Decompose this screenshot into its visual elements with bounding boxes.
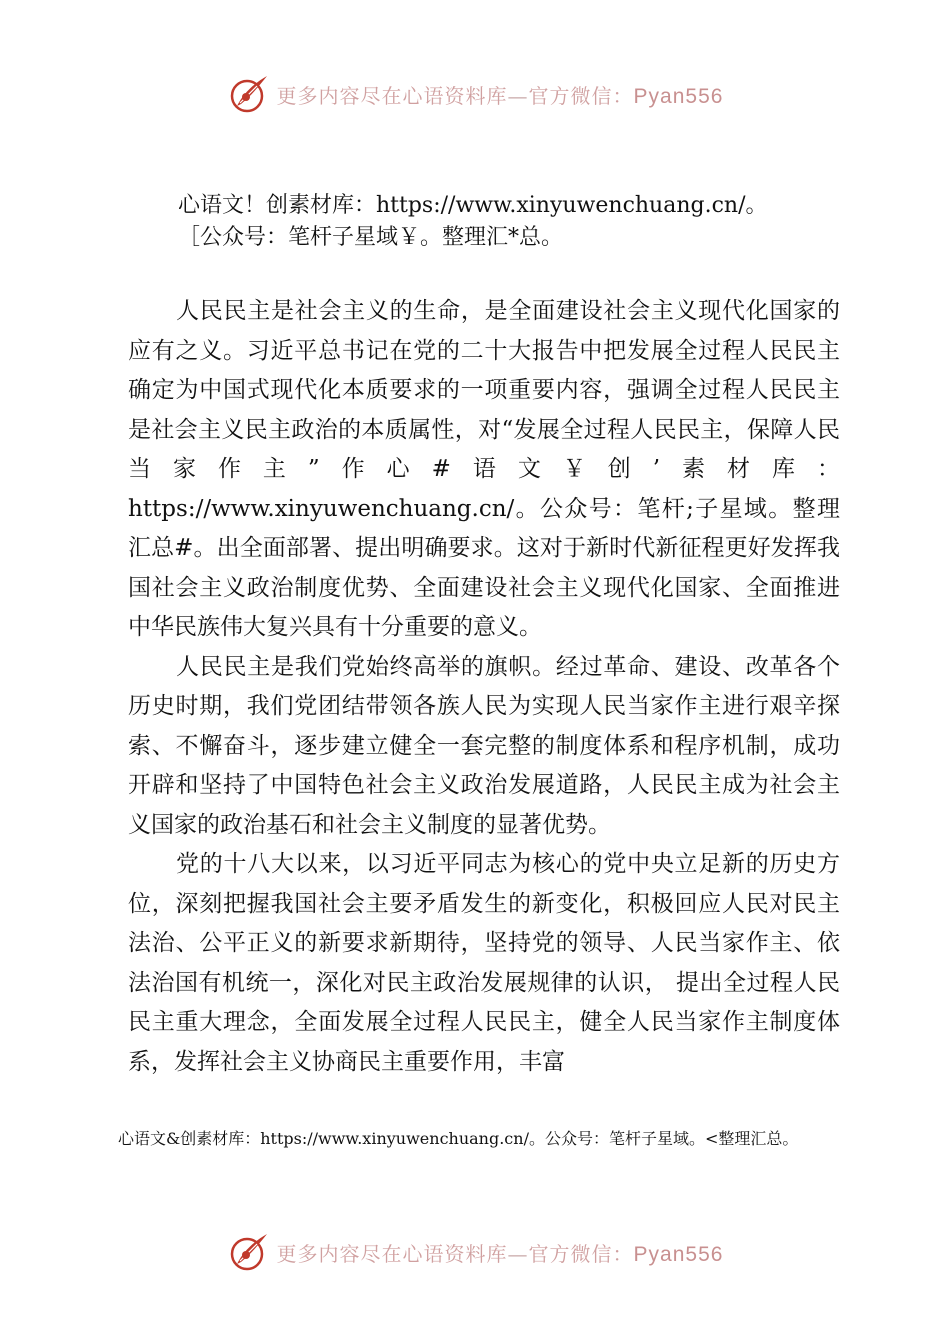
footer-watermark: 心语文&创素材库：https://www.xinyuwenchuang.cn/。公众号：笔杆子星域。<整理汇总。 (118, 1129, 799, 1148)
paragraph-3: 党的十八大以来，以习近平同志为核心的党中央立足新的历史方位，深刻把握我国社会主要矛盾发生的新变化，积极回应人民对民主法治、公平正义的新要求新期待，坚持党的领导、人民当家作主、依法治国有机统一，深化对民主政治发展规律的认识， 提出全过程人民民主重大理念，全面发展全过程人民民主，健全人民当家作主制度体系，发挥社会主义协商民主重要作用，丰富 (128, 851, 840, 1075)
banner-wechat-id: Pyan556 (633, 84, 724, 108)
banner-wechat-id: Pyan556 (633, 1242, 724, 1266)
paragraph-2: 人民民主是我们党始终高举的旗帜。经过革命、建设、改革各个历史时期，我们党团结带领各族人民为实现人民当家作主进行艰辛探索、不懈奋斗，逐步建立健全一套完整的制度体系和程序机制，成功开辟和坚持了中国特色社会主义政治发展道路，人民民主成为社会主义国家的政治基石和社会主义制度的显著优势。 (128, 653, 840, 838)
footer-banner (0, 1224, 950, 1280)
banner-official: 官方微信： (528, 1241, 634, 1266)
banner-text (277, 80, 724, 109)
banner-slogan: 更多内容尽在心语资料库 (276, 1241, 508, 1266)
banner-dash: — (507, 1241, 529, 1266)
quill-logo-icon (227, 1230, 271, 1274)
banner-official: 官方微信： (528, 83, 634, 108)
watermark-line-1: 心语文！创素材库：https://www.xinyuwenchuang.cn/。 (178, 193, 768, 218)
header-banner (0, 66, 950, 122)
banner-dash: — (507, 83, 529, 108)
article-body (128, 292, 840, 1082)
banner-slogan: 更多内容尽在心语资料库 (276, 83, 508, 108)
paragraph-1: 人民民主是社会主义的生命，是全面建设社会主义现代化国家的应有之义。习近平总书记在党的二十大报告中把发展全过程人民民主确定为中国式现代化本质要求的一项重要内容，强调全过程人民民主是社会主义民主政治的本质属性，对“发展全过程人民民主，保障人民当家作主”作心#语文￥创’素材库：https://www.xinyuwenchuang.cn/。公众号：笔杆;子星域。整理汇总#。出全面部署、提出明确要求。这对于新时代新征程更好发挥我国社会主义政治制度优势、全面建设社会主义现代化国家、全面推进中华民族伟大复兴具有十分重要的意义。 (128, 298, 840, 640)
quill-logo-icon (227, 72, 271, 116)
watermark-line-2: ［公众号：笔杆子星域￥。整理汇*总。 (178, 225, 564, 250)
banner-text (277, 1238, 724, 1267)
